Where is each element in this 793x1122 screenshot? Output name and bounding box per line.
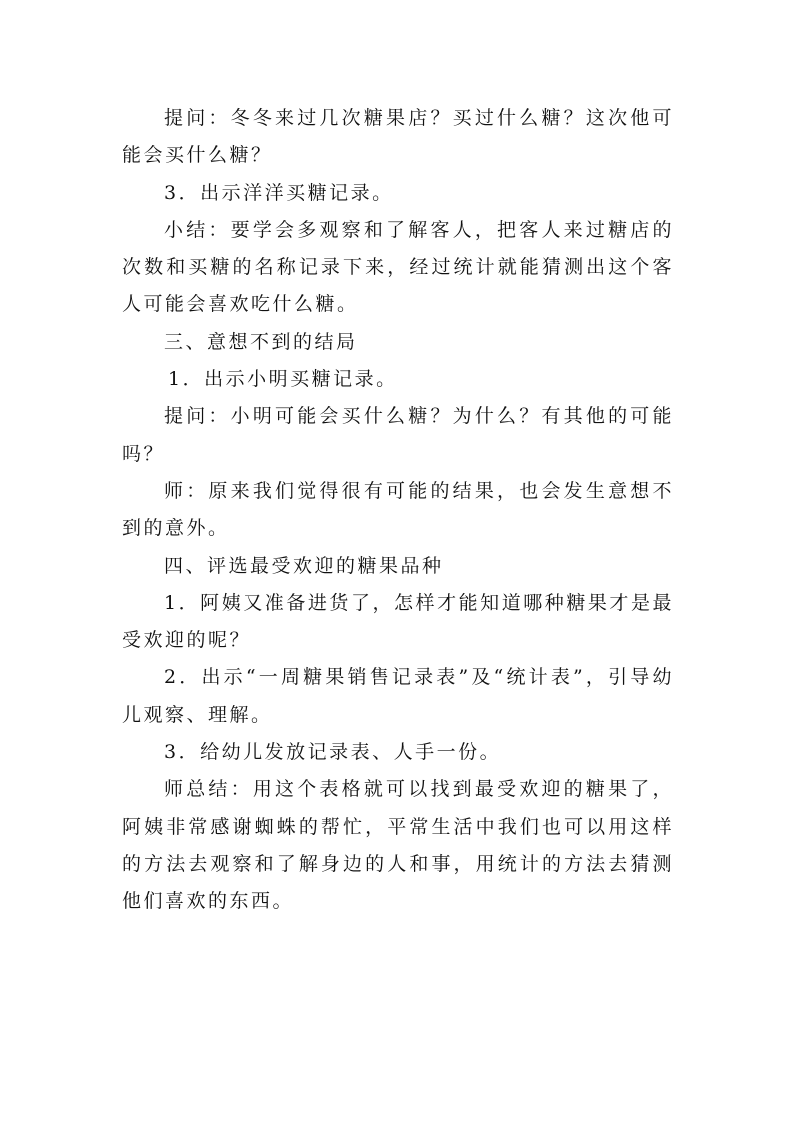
paragraph-teacher-remark: 师：原来我们觉得很有可能的结果，也会发生意想不到的意外。 — [122, 479, 674, 540]
document-page — [122, 100, 674, 921]
paragraph-teacher-summary: 师总结：用这个表格就可以找到最受欢迎的糖果了，阿姨非常感谢蜘蛛的帮忙，平常生活中我们也可以用这样的方法去观察和了解身边的人和事，用统计的方法去猜测他们喜欢的东西。 — [122, 778, 674, 913]
paragraph-summary: 小结：要学会多观察和了解客人，把客人来过糖店的次数和买糖的名称记录下来，经过统计就能猜测出这个客人可能会喜欢吃什么糖。 — [122, 218, 674, 316]
paragraph-question-xiaoming: 提问：小明可能会买什么糖？为什么？有其他的可能吗？ — [122, 405, 674, 465]
section-heading-4: 四、评选最受欢迎的糖果品种 — [164, 554, 444, 577]
paragraph-xiaoming-record: 1．出示小明买糖记录。 — [168, 368, 398, 391]
section-heading-3: 三、意想不到的结局 — [164, 330, 358, 353]
paragraph-restock: 1．阿姨又准备进货了，怎样才能知道哪种糖果才是最受欢迎的呢？ — [122, 591, 674, 652]
paragraph-yangyang-record: 3．出示洋洋买糖记录。 — [164, 181, 394, 204]
paragraph-show-tables: 2．出示“一周糖果销售记录表”及“统计表”，引导幼儿观察、理解。 — [122, 666, 674, 726]
paragraph-distribute-sheets: 3．给幼儿发放记录表、人手一份。 — [164, 741, 502, 764]
paragraph-question-dongdong: 提问：冬冬来过几次糖果店？买过什么糖？这次他可能会买什么糖？ — [122, 107, 674, 167]
